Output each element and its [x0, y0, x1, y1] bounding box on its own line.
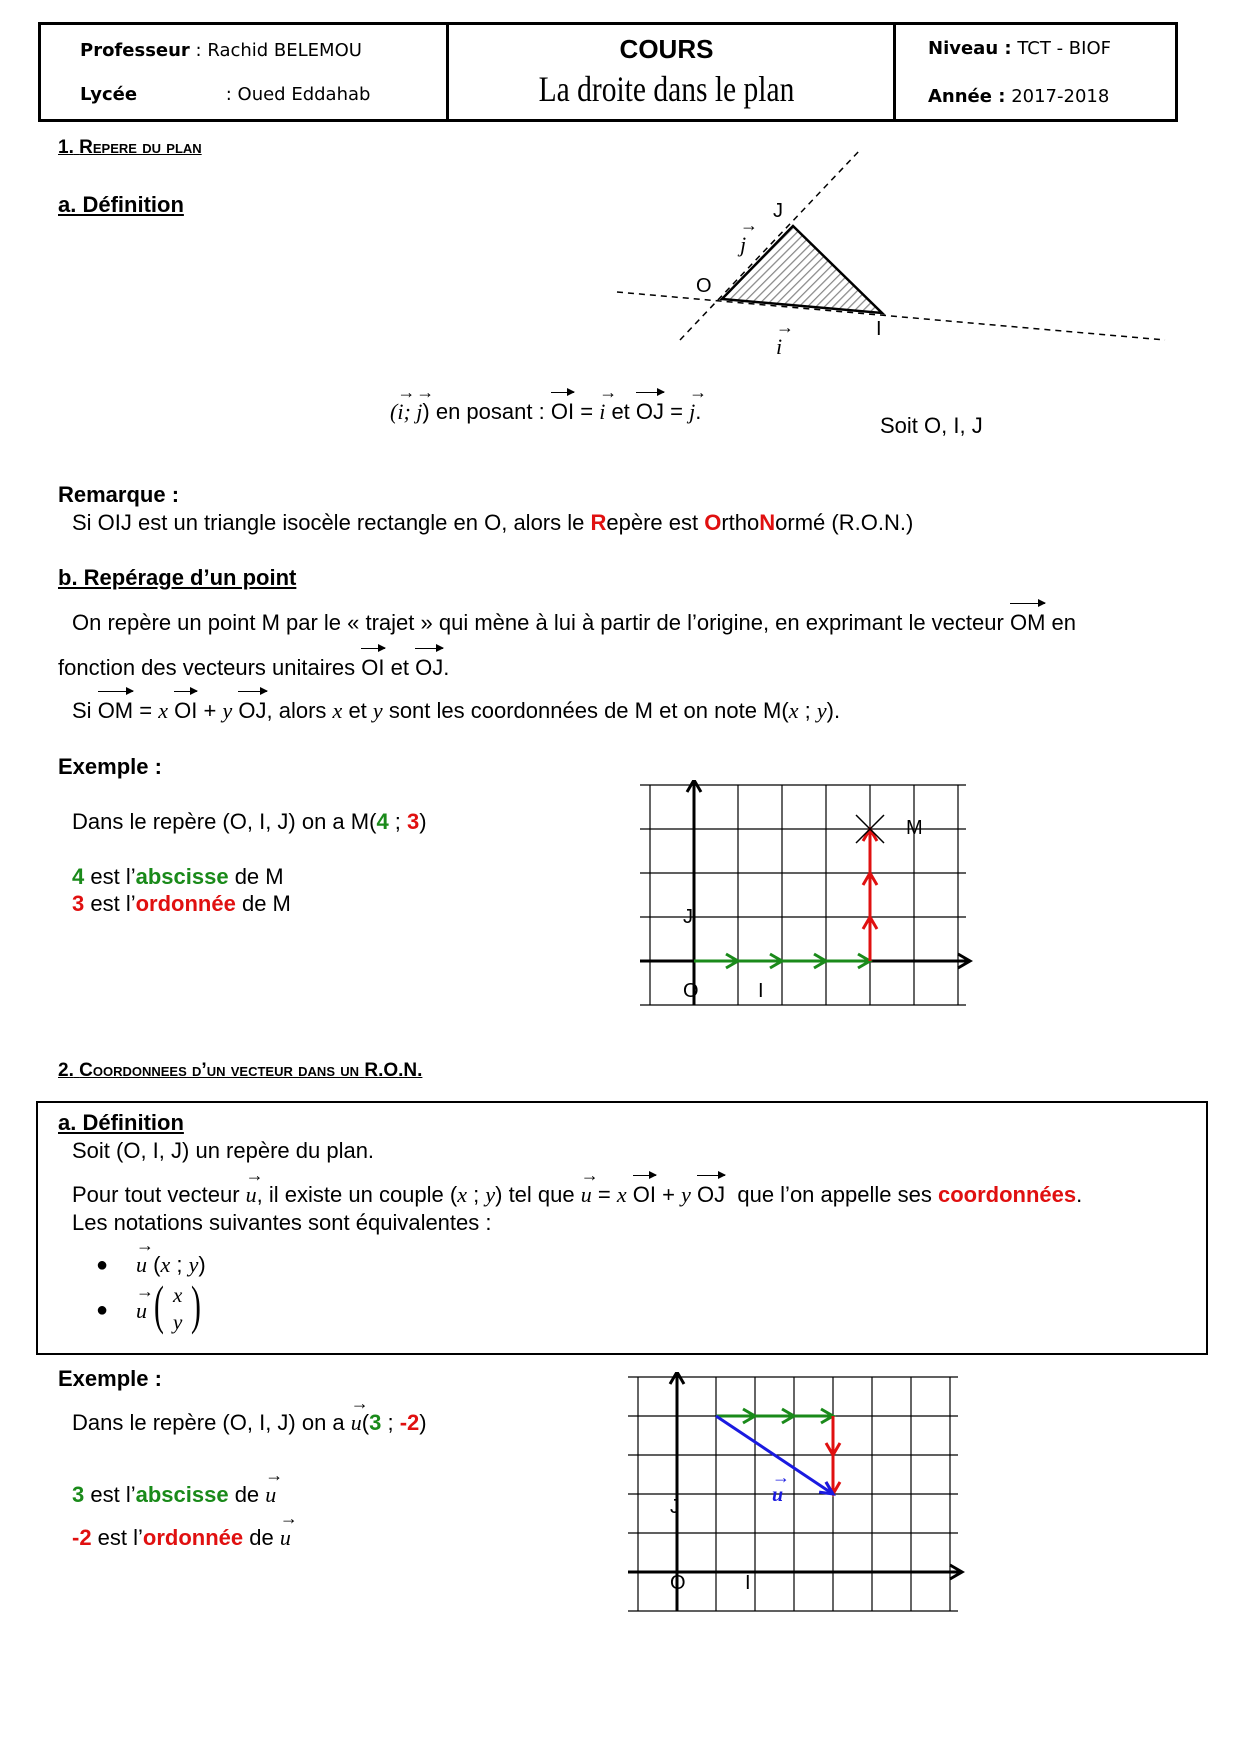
example-2-abscisse: 3 est l’abscisse de → u — [72, 1482, 276, 1508]
bullet-2: ● — [96, 1299, 109, 1321]
s2-p2: Pour tout vecteur → u, il existe un couple (x ; y) tel que → u = x OI + y OJ que l’on appelle ses coordonnées. — [72, 1182, 1082, 1208]
example-1-title: Exemple : — [58, 754, 162, 779]
fig-vector-i: → i — [776, 334, 782, 360]
annee-line — [928, 86, 1109, 107]
axis-oi-line — [617, 292, 1165, 340]
remarque-text: Si OIJ est un triangle isocèle rectangle en O, alors le Repère est OrthoNormé (R.O.N.) — [72, 510, 914, 535]
notation-2-open-paren: ( — [154, 1275, 164, 1335]
fig-label-I: I — [876, 318, 882, 340]
section-2-ron: R.O.N. — [364, 1060, 423, 1081]
s2-p3: Les notations suivantes sont équivalentes : — [72, 1210, 492, 1235]
prof-line — [80, 40, 362, 61]
reperage-p1: On repère un point M par le « trajet » qui mène à lui à partir de l’origine, en exprimant le vecteur OM en — [72, 610, 1077, 635]
grid2-label-O: O — [670, 1572, 686, 1594]
notation-2-u: → u — [136, 1298, 147, 1324]
reperage-p2: fonction des vecteurs unitaires OI et OJ. — [58, 655, 450, 680]
page-title: La droite dans le plan — [538, 69, 795, 109]
example-1-abscisse: 4 est l’abscisse de M — [72, 864, 284, 889]
axis-oj-line — [680, 150, 860, 340]
grid2-label-J: J — [670, 1496, 680, 1518]
notation-2-y: y — [173, 1310, 183, 1334]
grid1-label-J: J — [683, 906, 693, 928]
annee-label: Année : — [928, 86, 1006, 107]
s2-a-title: a. Définition — [58, 1110, 184, 1135]
prof-value: : Rachid BELEMOU — [195, 40, 362, 61]
example-1-line: Dans le repère (O, I, J) on a M(4 ; 3) — [72, 809, 427, 834]
section-2-title: Coordonnees d’un vecteur dans un — [79, 1060, 360, 1081]
example-2-title: Exemple : — [58, 1366, 162, 1391]
notation-1: → u (x ; y) — [136, 1252, 206, 1278]
soit-oij: Soit O, I, J — [880, 413, 983, 438]
grid1-label-O: O — [683, 980, 699, 1002]
lycee-value: : Oued Eddahab — [225, 84, 371, 105]
niveau-value: TCT - BIOF — [1017, 38, 1111, 59]
prof-label: Professeur — [80, 40, 190, 61]
grid2-vector-u-label: → u — [772, 1484, 783, 1507]
grid-figure-1 — [640, 780, 1000, 1045]
basis-formula: (→ i; → j) en posant : OI = → i et OJ = → j. — [390, 399, 701, 425]
example-2-ordonnee: -2 est l’ordonnée de → u — [72, 1525, 291, 1551]
remarque-title: Remarque : — [58, 482, 180, 507]
niveau-label: Niveau : — [928, 38, 1012, 59]
fig-label-J: J — [773, 200, 783, 222]
grid1-label-M: M — [906, 817, 923, 839]
section-1-title: Repere du plan — [79, 137, 202, 158]
triangle-figure — [600, 140, 1180, 370]
section-1-heading — [58, 137, 202, 159]
s2-p1: Soit (O, I, J) un repère du plan. — [72, 1138, 375, 1163]
s1-a-title: a. Définition — [58, 192, 184, 217]
fig-label-O: O — [696, 275, 712, 297]
section-1-num: 1. — [58, 137, 74, 158]
lycee-label: Lycée — [80, 84, 138, 105]
annee-value: 2017-2018 — [1011, 86, 1110, 107]
reperage-p3: Si OM = x OI + y OJ, alors x et y sont les coordonnées de M et on note M(x ; y). — [72, 698, 841, 723]
example-1-ordonnee: 3 est l’ordonnée de M — [72, 891, 291, 916]
notation-2-x: x — [173, 1283, 183, 1307]
lycee-line — [80, 84, 370, 105]
grid1-label-I: I — [758, 980, 764, 1002]
cours-label: COURS — [619, 34, 714, 64]
s1-b-title: b. Repérage d’un point — [58, 565, 297, 590]
bullet-1: ● — [96, 1254, 109, 1276]
section-2-num: 2. — [58, 1060, 74, 1081]
notation-2-close-paren: ) — [191, 1275, 201, 1335]
section-2-heading — [58, 1060, 422, 1082]
grid2-label-I: I — [745, 1572, 751, 1594]
fig-vector-j: → j — [740, 232, 746, 258]
example-2-line: Dans le repère (O, I, J) on a → u(3 ; -2) — [72, 1410, 427, 1436]
grid-figure-2 — [628, 1372, 988, 1637]
niveau-line — [928, 38, 1111, 59]
